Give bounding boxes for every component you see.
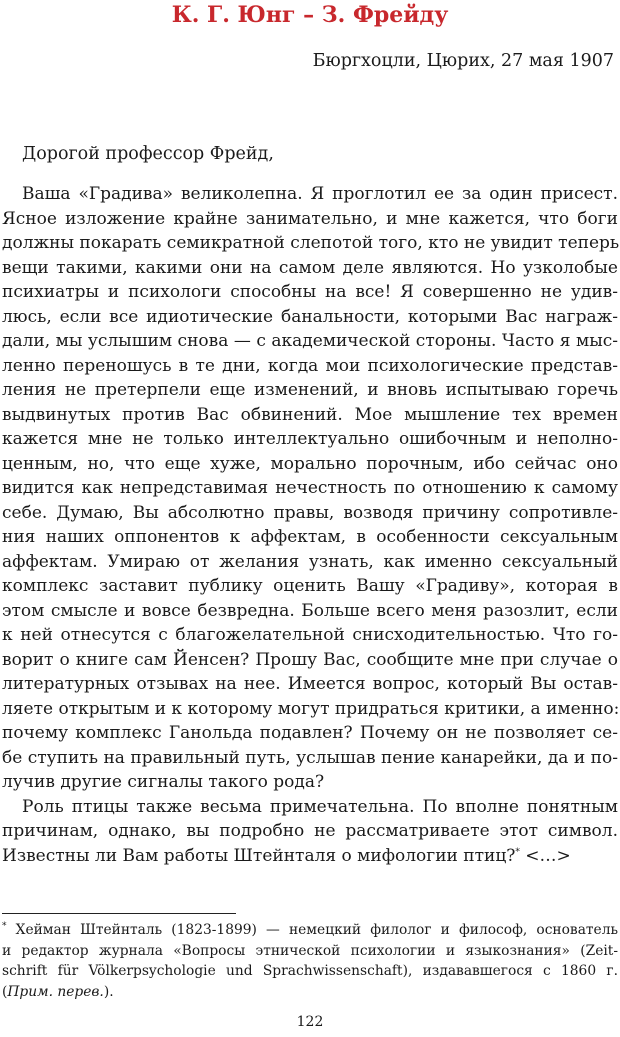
body-line-28-text: Известны ли Вам работы Штейнталя о мифологии птиц? [2,845,516,866]
body-line-27: причинам, однако, вы подробно не рассматриваете этот символ. [2,821,618,841]
letter-title: К. Г. Юнг – З. Фрейду [171,2,449,28]
body-line-10: выдвинутых против Вас обвинений. Мое мышление тех времен [2,404,618,425]
page-number: 122 [296,1014,324,1030]
omission-mark: <…> [525,845,571,866]
salutation: Дорогой профессор Фрейд, [22,144,274,164]
body-line-3: должны покарать семикратной слепотой того, кто не увидит теперь [2,233,620,253]
body-line-28 [2,844,618,869]
body-line-8: ленно переношусь в те дни, когда мои психологические представ- [2,355,618,376]
translator-note: Прим. перев. [7,983,104,1000]
body-line-18: этом смысле и вовсе безвредна. Больше всего меня разозлит, если [2,600,618,621]
footnote-paren-open: ( [2,983,8,1000]
body-line-6: люсь, если все идиотические банальности, которыми Вас награж- [2,306,618,327]
body-line-14: себе. Думаю, Вы абсолютно правы, возводя причину сопротивле- [2,502,618,523]
body-line-17: комплекс заставит публику оценить Вашу «Градиву», которая в [2,576,618,596]
place-date: Бюргхоцли, Цюрих, 27 мая 1907 [312,51,614,71]
letter-body [2,182,618,868]
body-line-12: ценным, но, что еще хуже, морально порочным, ибо сейчас оно [2,453,618,474]
footnote-line-2: и редактор журнала «Вопросы этнической психологии и языкознания» (Zeit- [2,942,618,959]
footnote [2,920,618,1002]
footnote-line-4 [2,982,618,1003]
body-line-9: ления не претерпели еще изменений, и вновь испытываю горечь [2,380,618,400]
body-line-11: кажется мне не только интеллектуально ошибочным и неполно- [2,429,618,449]
body-line-16: аффектам. Умираю от желания узнать, как именно сексуальный [2,551,618,572]
footnote-line-3: schrift für Völkerpsychologie und Sprachwissenschaft), издававшегося с 1860 г. [2,963,618,979]
body-line-2: Ясное изложение крайне занимательно, и мне кажется, что боги [2,208,618,229]
body-line-26: Роль птицы также весьма примечательна. По вполне понятным [22,796,618,817]
body-line-5: психиатры и психологи способны на все! Я совершенно не удив- [2,282,618,302]
body-line-23: почему комплекс Ганольда подавлен? Почему он не позволяет се- [2,723,618,743]
footnote-divider [2,913,236,914]
footnote-paren-close: ). [103,983,114,1000]
footnote-reference: * [515,846,520,857]
body-line-4: вещи такими, какими они на самом деле являются. Но узколобые [2,257,618,278]
footnote-mark: * [2,921,7,932]
body-line-15: ния наших оппонентов к аффектам, в особенности сексуальным [2,527,618,547]
body-line-1: Ваша «Градива» великолепна. Я проглотил ее за один присест. [22,184,618,204]
body-line-25: лучив другие сигналы такого рода? [2,772,325,792]
body-line-19: к ней отнесутся с благожелательной снисходительностью. Что го- [2,625,618,645]
body-line-24: бе ступить на правильный путь, услышав пение канарейки, да и по- [2,747,618,768]
footnote-line-1-text: Хейман Штейнталь (1823-1899) — немецкий филолог и философ, основатель [15,922,618,938]
body-line-13: видится как непредставимая нечестность по отношению к самому [2,478,618,498]
body-line-7: дали, мы услышим снова — с академической стороны. Часто я мыс- [2,331,618,351]
body-line-20: ворит о книге сам Йенсен? Прошу Вас, сообщите мне при случае о [2,649,618,670]
body-line-21: литературных отзывах на нее. Имеется вопрос, который Вы остав- [2,674,618,694]
footnote-line-1 [2,920,618,941]
body-line-22: ляете открытым и к которому могут придраться критики, а именно: [2,698,620,719]
